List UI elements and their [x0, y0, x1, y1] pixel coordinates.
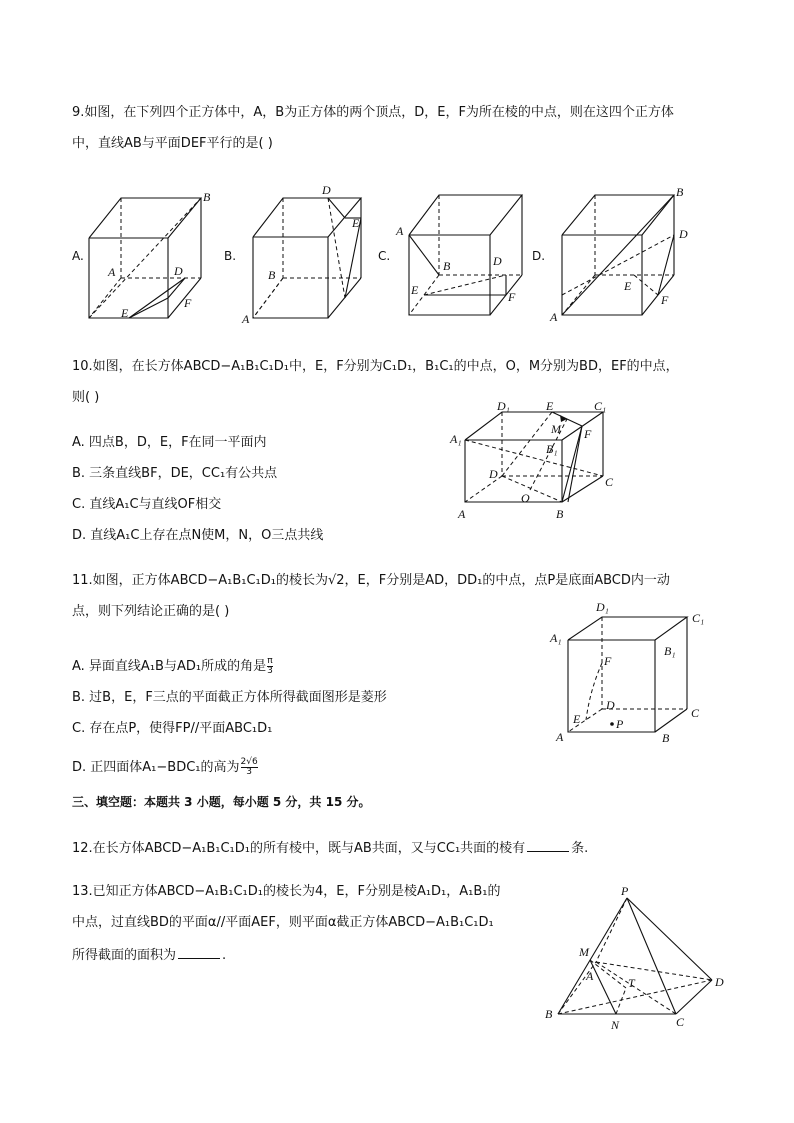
q10-label-a1: A₁ — [450, 432, 462, 446]
q9b-label-b: B — [268, 268, 276, 282]
q9a-label-d: D — [174, 264, 183, 278]
q9c-label-b: B — [443, 259, 451, 273]
q10-line2: 则( ) — [72, 390, 100, 405]
q9c-label-a: A — [396, 224, 404, 238]
q11-option-a-frac-num: π — [267, 656, 273, 666]
q11-label-a1: A₁ — [550, 631, 562, 645]
q10-label-c1: C₁ — [594, 399, 607, 413]
q11-option-a-text: A. 异面直线A₁B与AD₁所成的角是 — [72, 659, 267, 674]
q9d-label-b: B — [676, 185, 684, 199]
q9a-option: A. — [72, 249, 84, 263]
q13-label-n: N — [611, 1018, 620, 1032]
q10-label-c: C — [605, 475, 614, 489]
q10-label-b: B — [556, 507, 564, 521]
q9d-label-e: E — [624, 279, 632, 293]
q13-label-m: M — [579, 945, 589, 959]
q11-line2: 点，则下列结论正确的是( ) — [72, 604, 230, 619]
q9d-label-f: F — [661, 293, 669, 307]
q10-label-b1: B₁ — [546, 442, 558, 456]
q13-label-a: A — [586, 969, 594, 983]
q11-label-f: F — [604, 654, 612, 668]
q13-line3-text: 所得截面的面积为 — [72, 948, 177, 963]
q9a-label-a: A — [108, 265, 116, 279]
q9a-label-e: E — [121, 306, 129, 320]
section-3-heading: 三、填空题：本题共 3 小题，每小题 5 分，共 15 分。 — [72, 795, 371, 809]
q11-option-c: C. 存在点P，使得FP//平面ABC₁D₁ — [72, 721, 273, 736]
q9d-label-d: D — [679, 227, 688, 241]
q10-label-f: F — [584, 427, 592, 441]
q9d-label-a: A — [550, 310, 558, 324]
q13-line2: 中点，过直线BD的平面α//平面AEF，则平面α截正方体ABCD−A₁B₁C₁D₁ — [72, 915, 494, 930]
q10-label-m: M — [551, 422, 561, 436]
q13-label-t: T — [628, 976, 635, 990]
q11-label-d1: D₁ — [596, 600, 609, 614]
q9b-label-a: A — [242, 312, 250, 326]
q13-line1: 13.已知正方体ABCD−A₁B₁C₁D₁的棱长为4，E，F分别是棱A₁D₁，A₁B₁的 — [72, 884, 501, 899]
q10-line1: 10.如图，在长方体ABCD−A₁B₁C₁D₁中，E，F分别为C₁D₁，B₁C₁的中点，O，M分别为BD，EF的中点， — [72, 359, 679, 374]
q11-label-a: A — [556, 730, 564, 744]
q9b-label-d: D — [322, 183, 331, 197]
q10-label-a: A — [458, 507, 466, 521]
q10-label-d: D — [489, 467, 498, 481]
q11-option-a-frac-den: 3 — [267, 666, 273, 676]
q9b-label-e: E — [352, 216, 360, 230]
q13-label-b: B — [545, 1007, 553, 1021]
q11-label-c1: C₁ — [692, 611, 705, 625]
q11-label-c: C — [691, 706, 700, 720]
q11-option-b: B. 过B，E，F三点的平面截正方体所得截面图形是菱形 — [72, 690, 387, 705]
q9a-label-f: F — [184, 296, 192, 310]
q11-option-d-text: D. 正四面体A₁−BDC₁的高为 — [72, 760, 240, 775]
q9c-option: C. — [378, 249, 391, 263]
q13-label-c: C — [676, 1015, 685, 1029]
q10-label-o: O — [521, 491, 530, 505]
q11-label-p: P — [616, 717, 624, 731]
q10-option-a: A. 四点B，D，E，F在同一平面内 — [72, 435, 267, 450]
q11-label-d: D — [606, 698, 615, 712]
q9a-label-b: B — [203, 190, 211, 204]
q13-label-d: D — [715, 975, 724, 989]
q10-option-b: B. 三条直线BF，DE，CC₁有公共点 — [72, 466, 278, 481]
q9-line1: 9.如图，在下列四个正方体中，A，B为正方体的两个顶点，D，E，F为所在棱的中点，则在这四个正方体 — [72, 105, 674, 120]
q11-label-b1: B₁ — [664, 644, 676, 658]
q10-label-e: E — [546, 399, 554, 413]
q12-text: 12.在长方体ABCD−A₁B₁C₁D₁的所有棱中，既与AB共面，又与CC₁共面的棱有 — [72, 841, 526, 856]
q11-line1: 11.如图，正方体ABCD−A₁B₁C₁D₁的棱长为√2，E，F分别是AD，DD₁的中点，点P是底面ABCD内一动 — [72, 573, 670, 588]
q10-label-d1: D₁ — [497, 399, 510, 413]
q9d-option: D. — [532, 249, 546, 263]
q9-line2: 中，直线AB与平面DEF平行的是( ) — [72, 136, 273, 151]
q10-option-d: D. 直线A₁C上存在点N使M，N，O三点共线 — [72, 528, 324, 543]
q9b-option: B. — [224, 249, 237, 263]
q11-label-e: E — [573, 712, 581, 726]
q13-label-p: P — [621, 884, 629, 898]
q9c-label-f: F — [508, 290, 516, 304]
q10-option-c: C. 直线A₁C与直线OF相交 — [72, 497, 222, 512]
q12-suffix: 条. — [571, 841, 589, 856]
q9c-label-e: E — [411, 283, 419, 297]
q11-option-d-frac-num: 2√6 — [240, 757, 258, 767]
q11-label-b: B — [662, 731, 670, 745]
q9c-label-d: D — [493, 254, 502, 268]
q13-suffix: . — [222, 948, 227, 963]
q11-option-d-frac-den: 3 — [246, 767, 252, 777]
